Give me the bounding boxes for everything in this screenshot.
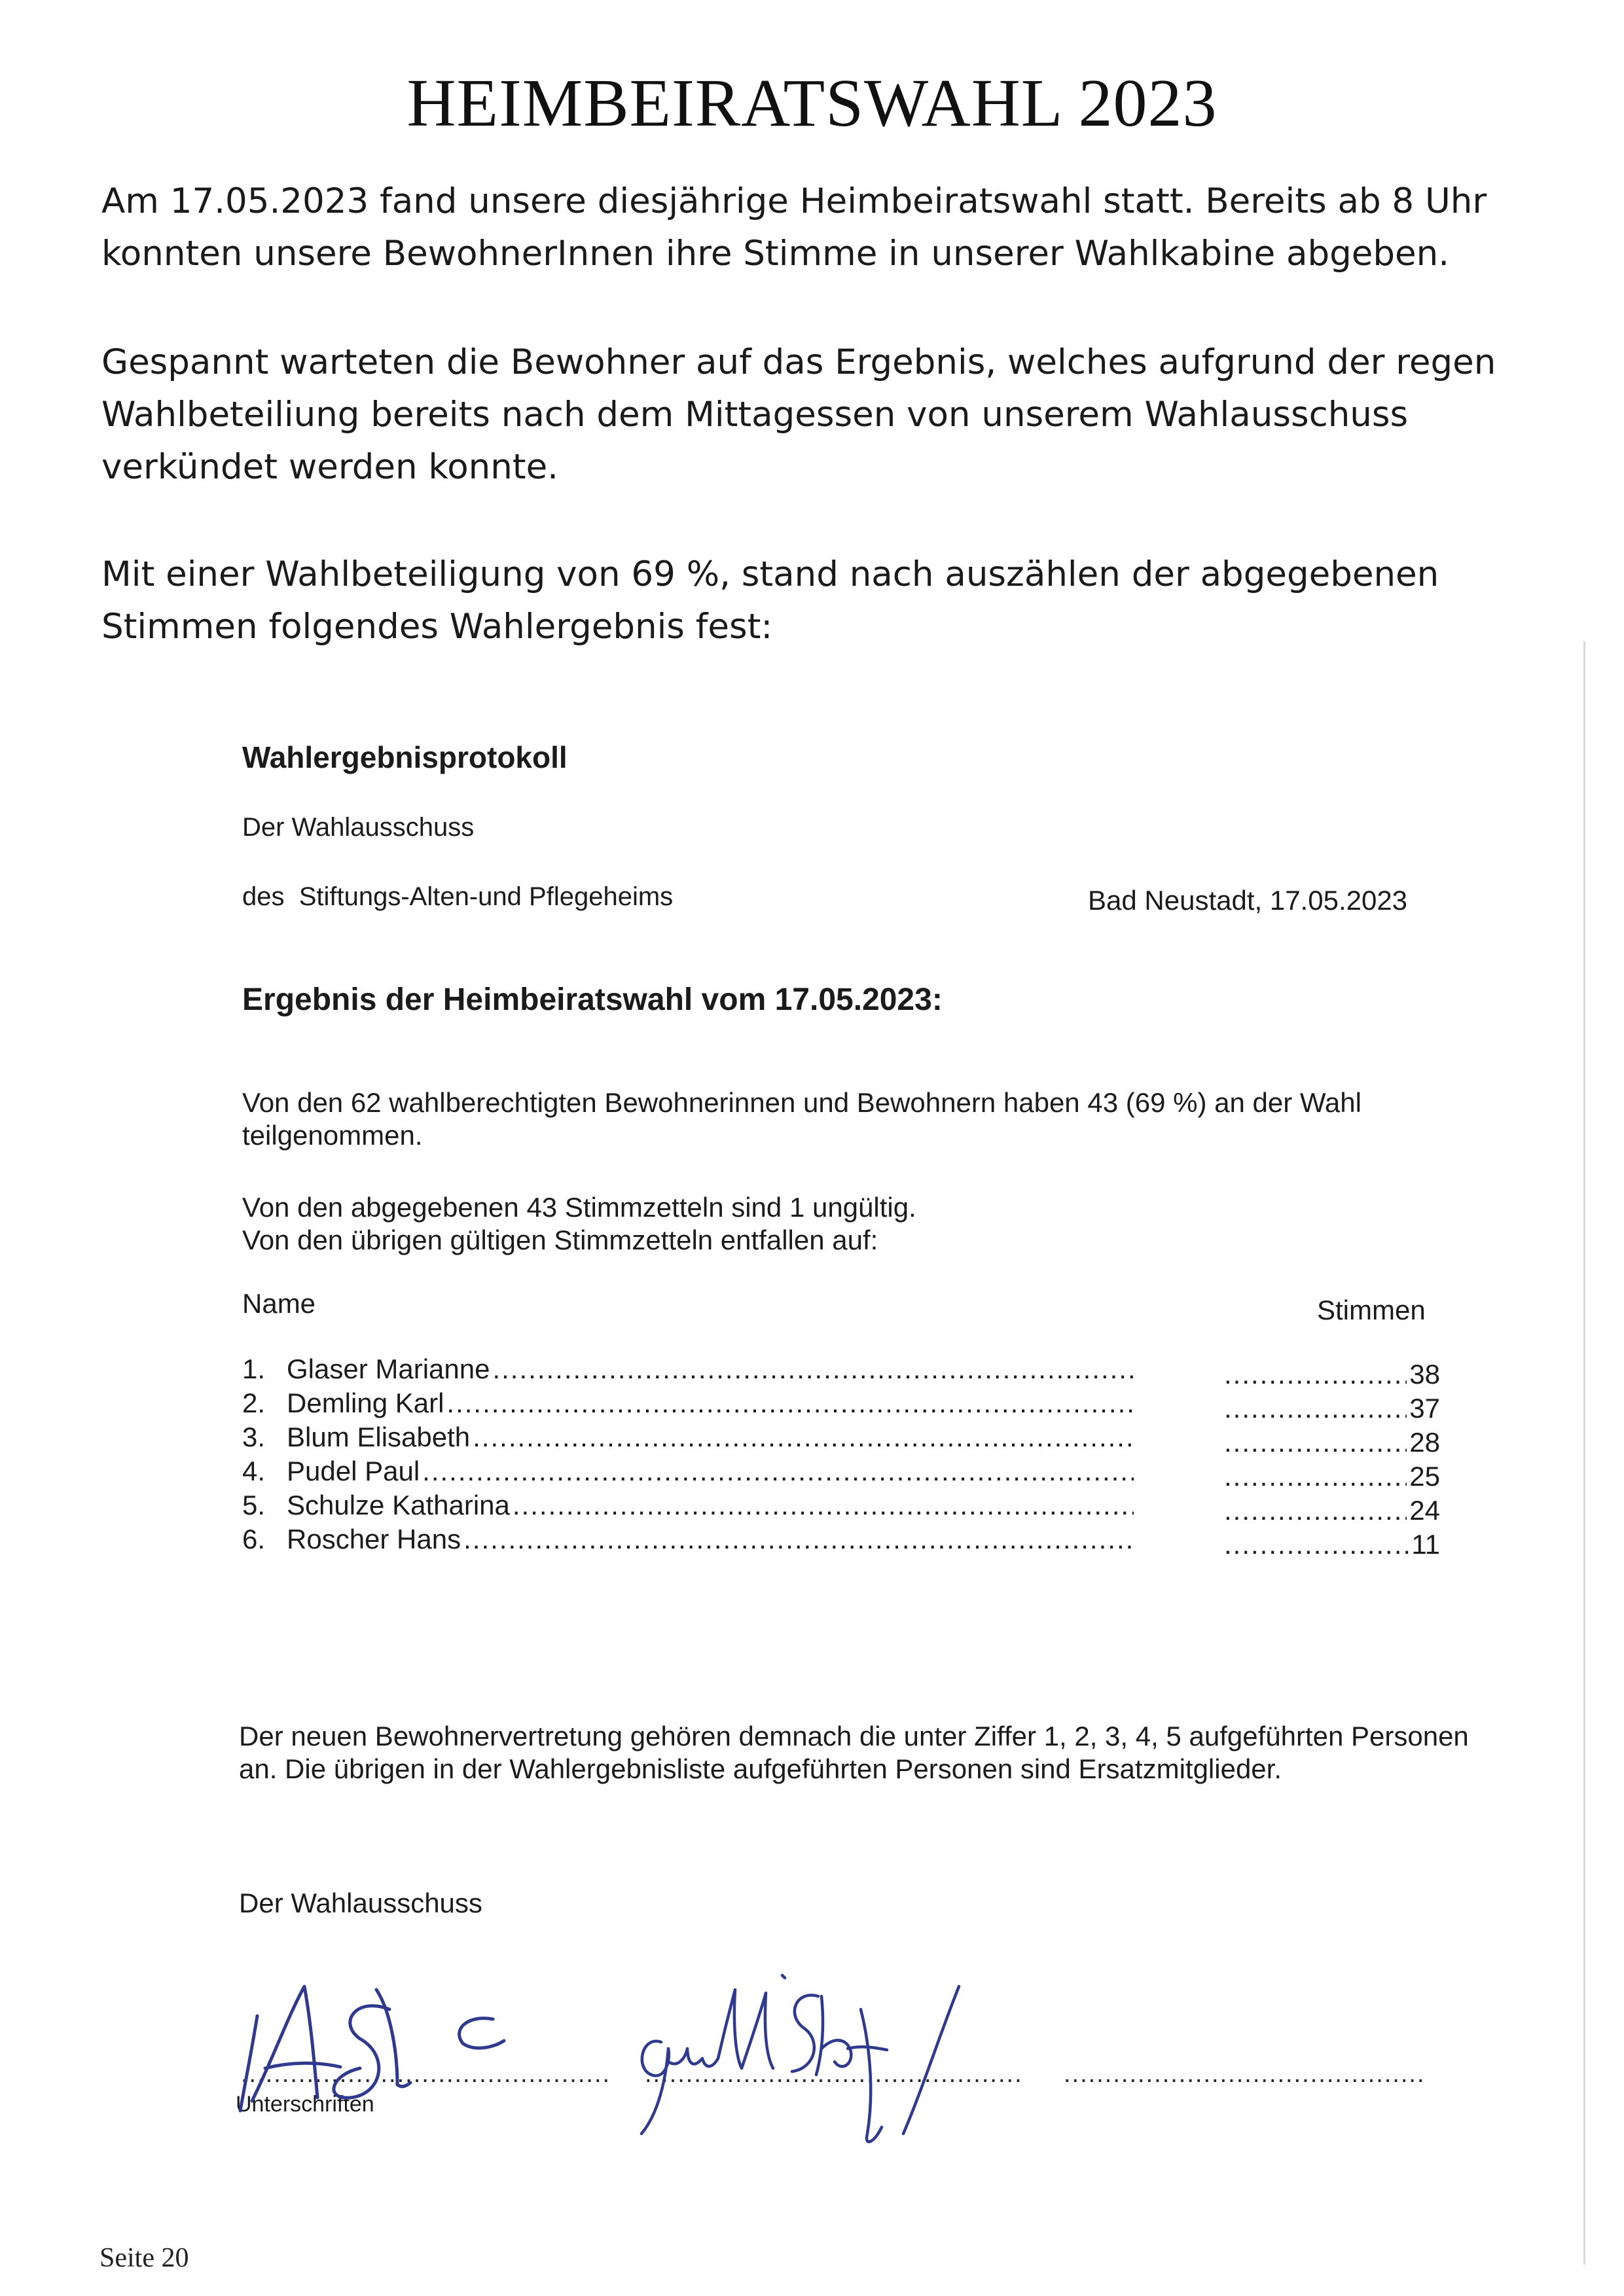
candidate-votes: 28 [1409, 1427, 1440, 1458]
dot-leader [1224, 1495, 1407, 1526]
intro-paragraph-1: Am 17.05.2023 fand unsere diesjährige Heimbeiratswahl statt. Bereits ab 8 Uhr konnten unsere BewohnerInnen ihre Stimme in unserer Wahlkabine abgeben. [101, 181, 1487, 274]
candidate-row [242, 1524, 1440, 1558]
dot-leader [1224, 1427, 1407, 1458]
column-header-name: Name [242, 1288, 316, 1319]
candidate-name: Blum Elisabeth [287, 1422, 471, 1452]
candidate-number: 3. [242, 1422, 266, 1452]
candidate-row [242, 1354, 1440, 1388]
result-heading: Ergebnis der Heimbeiratswahl vom 17.05.2023: [242, 982, 943, 1017]
protocol-title: Wahlergebnisprotokoll [242, 740, 568, 774]
candidate-name: Glaser Marianne [287, 1354, 490, 1384]
signature-line-3 [1064, 2060, 1427, 2087]
candidate-name: Schulze Katharina [287, 1490, 510, 1520]
candidate-votes: 11 [1411, 1529, 1440, 1560]
scan-edge-line [1583, 641, 1585, 2265]
candidate-number: 6. [242, 1524, 266, 1554]
dot-leader [1224, 1359, 1407, 1390]
candidate-number: 4. [242, 1456, 266, 1486]
participation-summary: Von den 62 wahlberechtigten Bewohnerinnen und Bewohnern haben 43 (69 %) an der Wahl teilgenommen. [242, 1087, 1362, 1151]
candidate-votes: 38 [1409, 1359, 1440, 1390]
conclusion-text: Der neuen Bewohnervertretung gehören demnach die unter Ziffer 1, 2, 3, 4, 5 aufgeführten Personen an. Die übrigen in der Wahlergebnisliste aufgeführten Personen sind Ersatzmitglieder. [239, 1721, 1469, 1784]
candidate-row [242, 1490, 1440, 1524]
dot-leader [1224, 1529, 1409, 1560]
signer-label: Der Wahlausschuss [239, 1888, 482, 1918]
candidate-number: 2. [242, 1388, 266, 1418]
ballot-summary [242, 1191, 1440, 1257]
dot-leader [463, 1524, 1134, 1555]
candidate-name: Roscher Hans [287, 1524, 461, 1554]
candidate-name: Pudel Paul [287, 1456, 420, 1486]
institution-label: des Stiftungs-Alten-und Pflegeheims [242, 882, 674, 911]
candidate-row [242, 1422, 1440, 1456]
candidate-name: Demling Karl [287, 1388, 444, 1418]
signature-caption: Unterschriften [236, 2092, 374, 2117]
candidate-row [242, 1388, 1440, 1422]
dot-leader [513, 1490, 1134, 1521]
candidate-row [242, 1456, 1440, 1490]
candidate-votes: 24 [1409, 1495, 1440, 1526]
committee-label: Der Wahlausschuss [242, 813, 475, 842]
page-title: HEIMBEIRATSWAHL 2023 [406, 65, 1218, 141]
candidate-number: 1. [242, 1354, 266, 1384]
dot-leader [473, 1422, 1134, 1453]
dot-leader [492, 1354, 1134, 1385]
ballot-summary-line-2: Von den übrigen gültigen Stimmzetteln entfallen auf: [242, 1225, 878, 1255]
dot-leader [1224, 1393, 1407, 1424]
column-header-votes: Stimmen [1317, 1295, 1426, 1325]
place-date: Bad Neustadt, 17.05.2023 [1088, 885, 1408, 916]
candidate-votes: 25 [1409, 1461, 1440, 1492]
ballot-summary-line-1: Von den abgegebenen 43 Stimmzetteln sind 1 ungültig. [242, 1192, 916, 1223]
page-number: Seite 20 [99, 2243, 189, 2273]
intro-paragraph-3: Mit einer Wahlbeteiligung von 69 %, stand nach auszählen der abgegebenen Stimmen folgendes Wahlergebnis fest: [101, 554, 1439, 647]
intro-paragraph-2: Gespannt warteten die Bewohner auf das Ergebnis, welches aufgrund der regen Wahlbeteiliung bereits nach dem Mittagessen von unserem Wahlausschuss verkündet werden konnte. [101, 342, 1496, 487]
dot-leader [422, 1456, 1134, 1487]
dot-leader [446, 1388, 1134, 1419]
signature-1 [226, 1970, 566, 2121]
signature-2 [625, 1970, 992, 2147]
dot-leader [1224, 1461, 1407, 1492]
candidate-votes: 37 [1409, 1393, 1440, 1424]
candidate-number: 5. [242, 1490, 266, 1520]
